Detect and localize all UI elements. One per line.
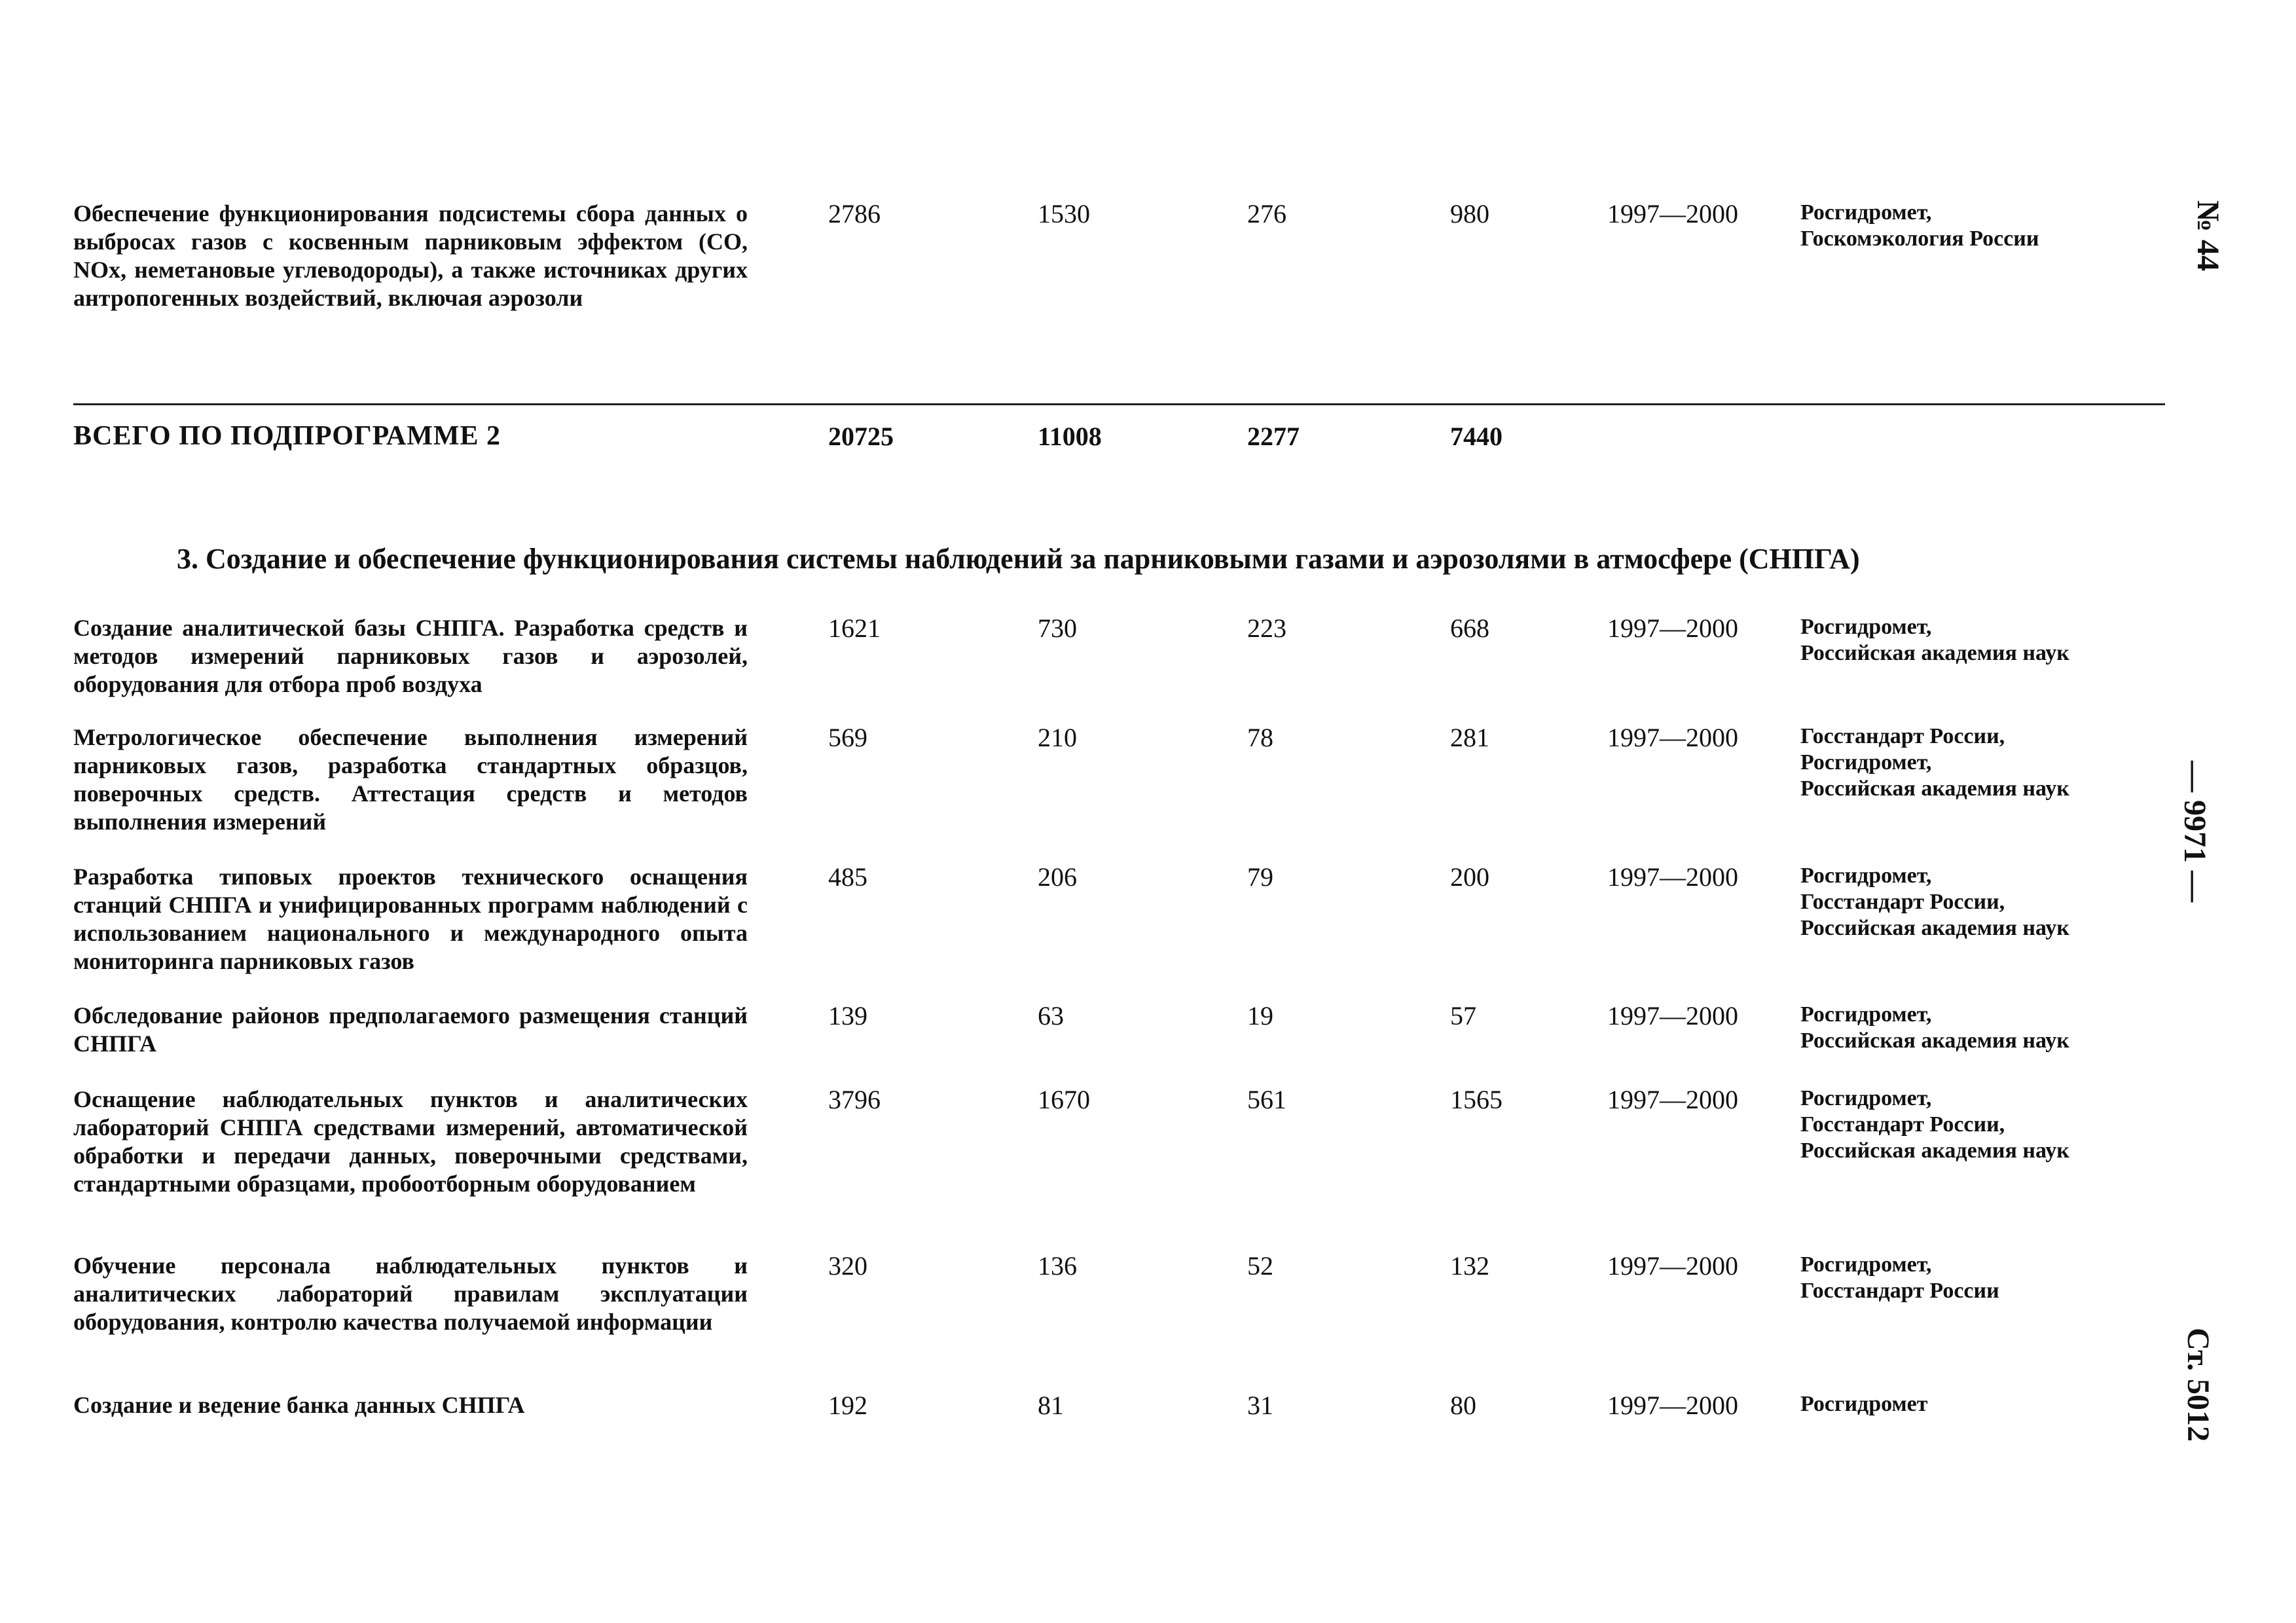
activity-name: Обеспечение функционирования подсистемы сбора данных о выбросах газов с косвенным парниковым эффектом (CO, NOx, неметановые углеводороды), а также источниках других антропогенных воздействий, включая аэрозоли [73,200,748,311]
activity-name: Создание аналитической базы СНПГА. Разработка средств и методов измерений парниковых газов и аэрозолей, оборудования для отбора проб воздуха [73,615,748,697]
subtotal-total: 20725 [828,422,894,451]
amount-1999: 980 [1450,199,1489,228]
amount-1999: 200 [1450,862,1489,892]
period: 1997—2000 [1607,613,1738,643]
period: 1997—2000 [1607,199,1738,228]
amount-1998: 79 [1247,862,1273,892]
amount-1998: 19 [1247,1001,1273,1030]
executor: Росгидромет, Российская академия наук [1800,1002,2069,1053]
period: 1997—2000 [1607,1001,1738,1030]
executor: Росгидромет, Российская академия наук [1800,615,2069,665]
amount-1998: 31 [1247,1391,1273,1420]
period: 1997—2000 [1607,1085,1738,1114]
amount-1998: 78 [1247,723,1273,752]
amount-1997: 136 [1038,1251,1077,1281]
issue-number: № 44 [2191,200,2225,272]
executor: Росгидромет, Госстандарт России, Российская академия наук [1800,1086,2069,1163]
section-title: 3. Создание и обеспечение функционирования системы наблюдений за парниковыми газами и аэрозолями в атмосфере (СНПГА) [177,543,1860,575]
amount-1997: 1530 [1038,199,1090,228]
subtotal-1999: 7440 [1450,422,1503,451]
amount-1997: 81 [1038,1391,1064,1420]
amount-1998: 276 [1247,199,1286,228]
executor: Росгидромет, Госстандарт России, Российская академия наук [1800,864,2069,940]
period: 1997—2000 [1607,723,1738,752]
total-amount: 569 [828,723,867,752]
amount-1998: 561 [1247,1085,1286,1114]
total-amount: 2786 [828,199,881,228]
executor: Госстандарт России, Росгидромет, Российская академия наук [1800,724,2069,801]
subtotal-1997: 11008 [1038,422,1102,451]
amount-1999: 132 [1450,1251,1489,1281]
amount-1997: 730 [1038,613,1077,643]
amount-1999: 80 [1450,1391,1476,1420]
amount-1999: 668 [1450,613,1489,643]
amount-1999: 1565 [1450,1085,1503,1114]
amount-1998: 52 [1247,1251,1273,1281]
amount-1998: 223 [1247,613,1286,643]
amount-1999: 57 [1450,1001,1476,1030]
period: 1997—2000 [1607,862,1738,892]
total-amount: 192 [828,1391,867,1420]
activity-name: Создание и ведение банка данных СНПГА [73,1392,525,1418]
article-number: Ст. 5012 [2181,1328,2215,1442]
activity-name: Обучение персонала наблюдательных пунктов и аналитических лабораторий правилам эксплуатации оборудования, контролю качества получаемой информации [73,1252,748,1335]
total-amount: 3796 [828,1085,881,1114]
activity-name: Метрологическое обеспечение выполнения измерений парниковых газов, разработка стандартных образцов, поверочных средств. Аттестация средств и методов выполнения измерений [73,724,748,835]
amount-1997: 206 [1038,862,1077,892]
subtotal-label: ВСЕГО ПО ПОДПРОГРАММЕ 2 [73,421,501,451]
executor: Росгидромет, Госкомэкология России [1800,200,2039,251]
subtotal-1998: 2277 [1247,422,1300,451]
amount-1997: 210 [1038,723,1077,752]
amount-1997: 1670 [1038,1085,1090,1114]
period: 1997—2000 [1607,1251,1738,1281]
total-amount: 139 [828,1001,867,1030]
activity-name: Разработка типовых проектов технического оснащения станций СНПГА и унифицированных программ наблюдений с использованием национального и международного опыта мониторинга парниковых газов [73,864,748,974]
subtotal-divider [73,403,2165,405]
total-amount: 320 [828,1251,867,1281]
executor: Росгидромет, Госстандарт России [1800,1252,1999,1303]
page-reference: — 9971 — [2178,761,2212,902]
amount-1997: 63 [1038,1001,1064,1030]
activity-name: Обследование районов предполагаемого размещения станций СНПГА [73,1002,748,1057]
activity-name: Оснащение наблюдательных пунктов и аналитических лабораторий СНПГА средствами измерений, автоматической обработки и передачи данных, поверочными средствами, стандартными образцами, пробоотборным оборудованием [73,1086,748,1197]
period: 1997—2000 [1607,1391,1738,1420]
amount-1999: 281 [1450,723,1489,752]
total-amount: 1621 [828,613,881,643]
executor: Росгидромет [1800,1392,1928,1416]
total-amount: 485 [828,862,867,892]
